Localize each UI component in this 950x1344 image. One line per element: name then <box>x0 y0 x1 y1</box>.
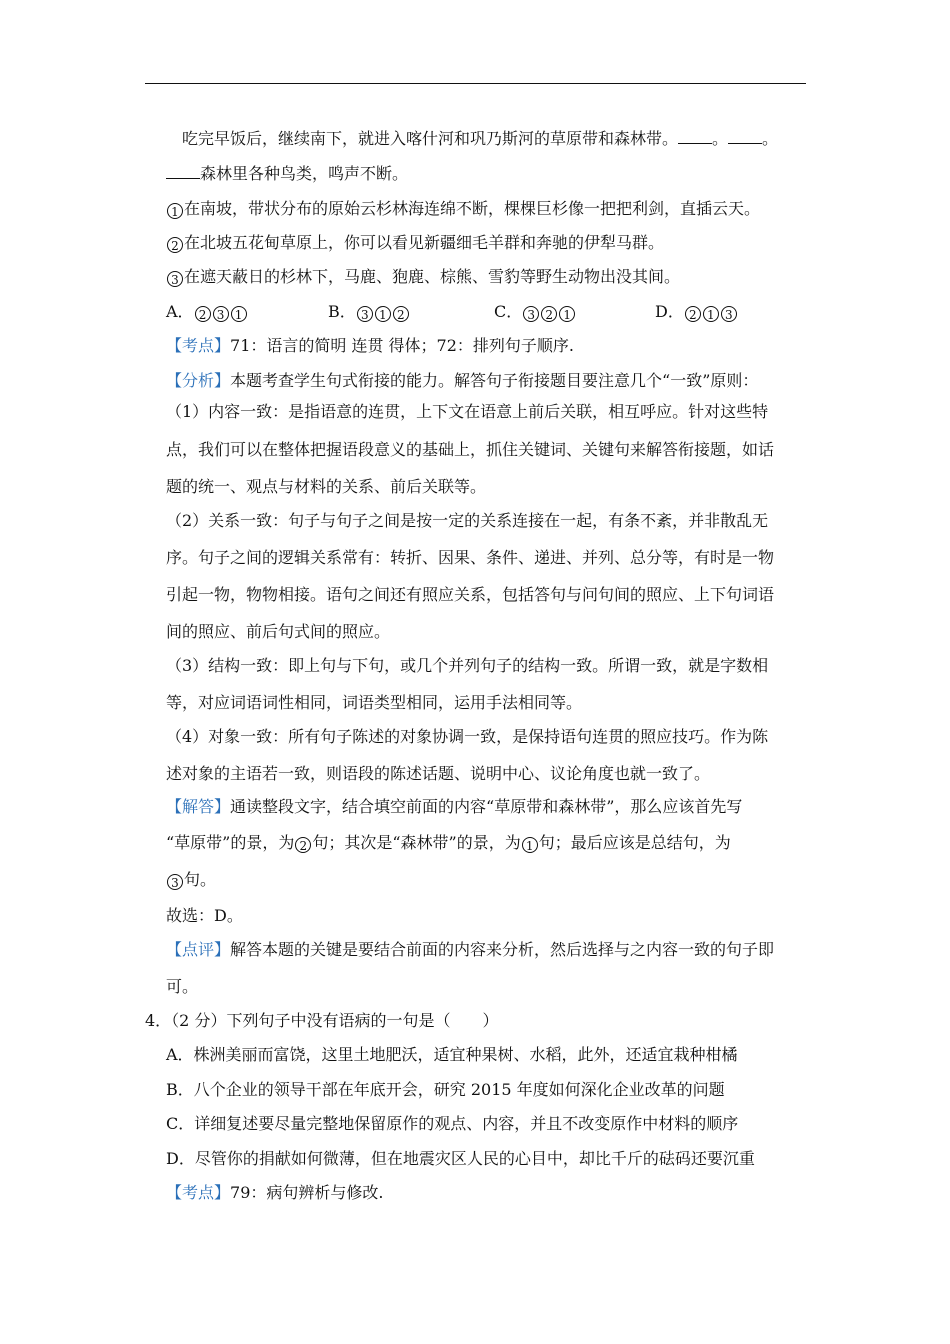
q4-option-a: A．株洲美丽而富饶，这里土地肥沃，适宜种果树、水稻，此外，还适宜栽种柑橘 <box>166 1045 738 1064</box>
q3-fenxi-line-11: 述对象的主语若一致，则语段的陈述话题、说明中心、议论角度也就一致了。 <box>166 764 711 783</box>
q4-option-d: D．尽管你的捐献如何微薄，但在地震灾区人民的心目中，却比千斤的砝码还要沉重 <box>166 1149 755 1168</box>
q3-answer: 故选：D。 <box>166 906 243 925</box>
circled-3: 3 <box>167 271 183 287</box>
blank-2 <box>728 129 762 144</box>
circled-1: 1 <box>167 203 183 219</box>
q3-fenxi-line-8: （3）结构一致：即上句与下句，或几个并列句子的结构一致。所谓一致，就是字数相 <box>166 656 769 675</box>
fenxi-tag: 【分析】 <box>166 371 231 390</box>
jieda-tag: 【解答】 <box>166 797 231 816</box>
q3-option-c: C． 3 2 1 <box>494 302 576 322</box>
q3-fenxi-line-6: 引起一物，物物相接。语句之间还有照应关系，包括答句与问句间的照应、上下句词语 <box>166 585 775 604</box>
q3-dianping-line-1: 【点评】解答本题的关键是要结合前面的内容来分析，然后选择与之内容一致的句子即 <box>166 940 775 959</box>
q3-dianping-line-2: 可。 <box>166 977 199 996</box>
dianping-tag: 【点评】 <box>166 940 231 959</box>
q3-fenxi-line-9: 等，对应词语词性相同，词语类型相同，运用手法相同等。 <box>166 693 583 712</box>
q3-fenxi-line-1: （1）内容一致：是指语意的连贯，上下文在语意上前后关联，相互呼应。针对这些特 <box>166 402 769 421</box>
q3-fenxi-line-4: （2）关系一致：句子与句子之间是按一定的关系连接在一起，有条不紊，并非散乱无 <box>166 511 769 530</box>
blank-1 <box>678 129 712 144</box>
q3-sentence-3: 3 在遮天蔽日的杉林下，马鹿、狍鹿、棕熊、雪豹等野生动物出没其间。 <box>166 267 680 287</box>
q4-option-c: C．详细复述要尽量完整地保留原作的观点、内容，并且不改变原作中材料的顺序 <box>166 1114 739 1133</box>
q3-option-a: A． 2 3 1 <box>166 302 248 322</box>
q3-jieda-line-2: “草原带”的景，为 2 句；其次是“森林带”的景，为 1 句；最后应该是总结句，为 <box>166 833 731 853</box>
q4-option-b: B．八个企业的领导干部在年底开会，研究 2015 年度如何深化企业改革的问题 <box>166 1080 725 1099</box>
q3-jieda-line-1: 【解答】通读整段文字，结合填空前面的内容“草原带和森林带”，那么应该首先写 <box>166 797 743 816</box>
q3-sentence-1: 1 在南坡，带状分布的原始云杉林海连绵不断，棵棵巨杉像一把把利剑，直插云天。 <box>166 199 760 219</box>
q3-stem-text: 吃完早饭后，继续南下，就进入喀什河和巩乃斯河的草原带和森林带。 <box>182 129 679 148</box>
q3-option-b: B． 3 1 2 <box>328 302 410 322</box>
blank-3 <box>166 164 200 179</box>
q3-fenxi-line-0: 【分析】本题考查学生句式衔接的能力。解答句子衔接题目要注意几个“一致”原则： <box>166 371 759 390</box>
q3-fenxi-line-10: （4）对象一致：所有句子陈述的对象协调一致，是保持语句连贯的照应技巧。作为陈 <box>166 727 769 746</box>
q3-fenxi-line-5: 序。句子之间的逻辑关系常有：转折、因果、条件、递进、并列、总分等，有时是一物 <box>166 548 775 567</box>
q3-fenxi-line-7: 间的照应、前后句式间的照应。 <box>166 622 391 641</box>
q4-stem: 4．（2 分）下列句子中没有语病的一句是（ ） <box>145 1011 499 1030</box>
kaodian-tag-q4: 【考点】 <box>166 1183 231 1202</box>
q3-kaodian: 【考点】71：语言的简明 连贯 得体；72：排列句子顺序. <box>166 336 574 355</box>
circled-2: 2 <box>167 237 183 253</box>
q3-stem-line-1: 吃完早饭后，继续南下，就进入喀什河和巩乃斯河的草原带和森林带。 。 。 <box>182 129 779 148</box>
q3-sentence-2: 2 在北坡五花甸草原上，你可以看见新疆细毛羊群和奔驰的伊犁马群。 <box>166 233 664 253</box>
q4-kaodian: 【考点】79：病句辨析与修改. <box>166 1183 384 1202</box>
q3-option-d: D． 2 1 3 <box>655 302 738 322</box>
q3-fenxi-line-3: 题的统一、观点与材料的关系、前后关联等。 <box>166 477 487 496</box>
q3-stem-text-2: 森林里各种鸟类，鸣声不断。 <box>200 164 409 183</box>
q3-stem-line-2 <box>166 164 408 184</box>
header-rule <box>145 83 806 84</box>
kaodian-tag: 【考点】 <box>166 336 231 355</box>
q3-jieda-line-3: 3 句。 <box>166 870 216 890</box>
q3-fenxi-line-2: 点，我们可以在整体把握语段意义的基础上，抓住关键词、关键句来解答衔接题，如话 <box>166 440 775 459</box>
